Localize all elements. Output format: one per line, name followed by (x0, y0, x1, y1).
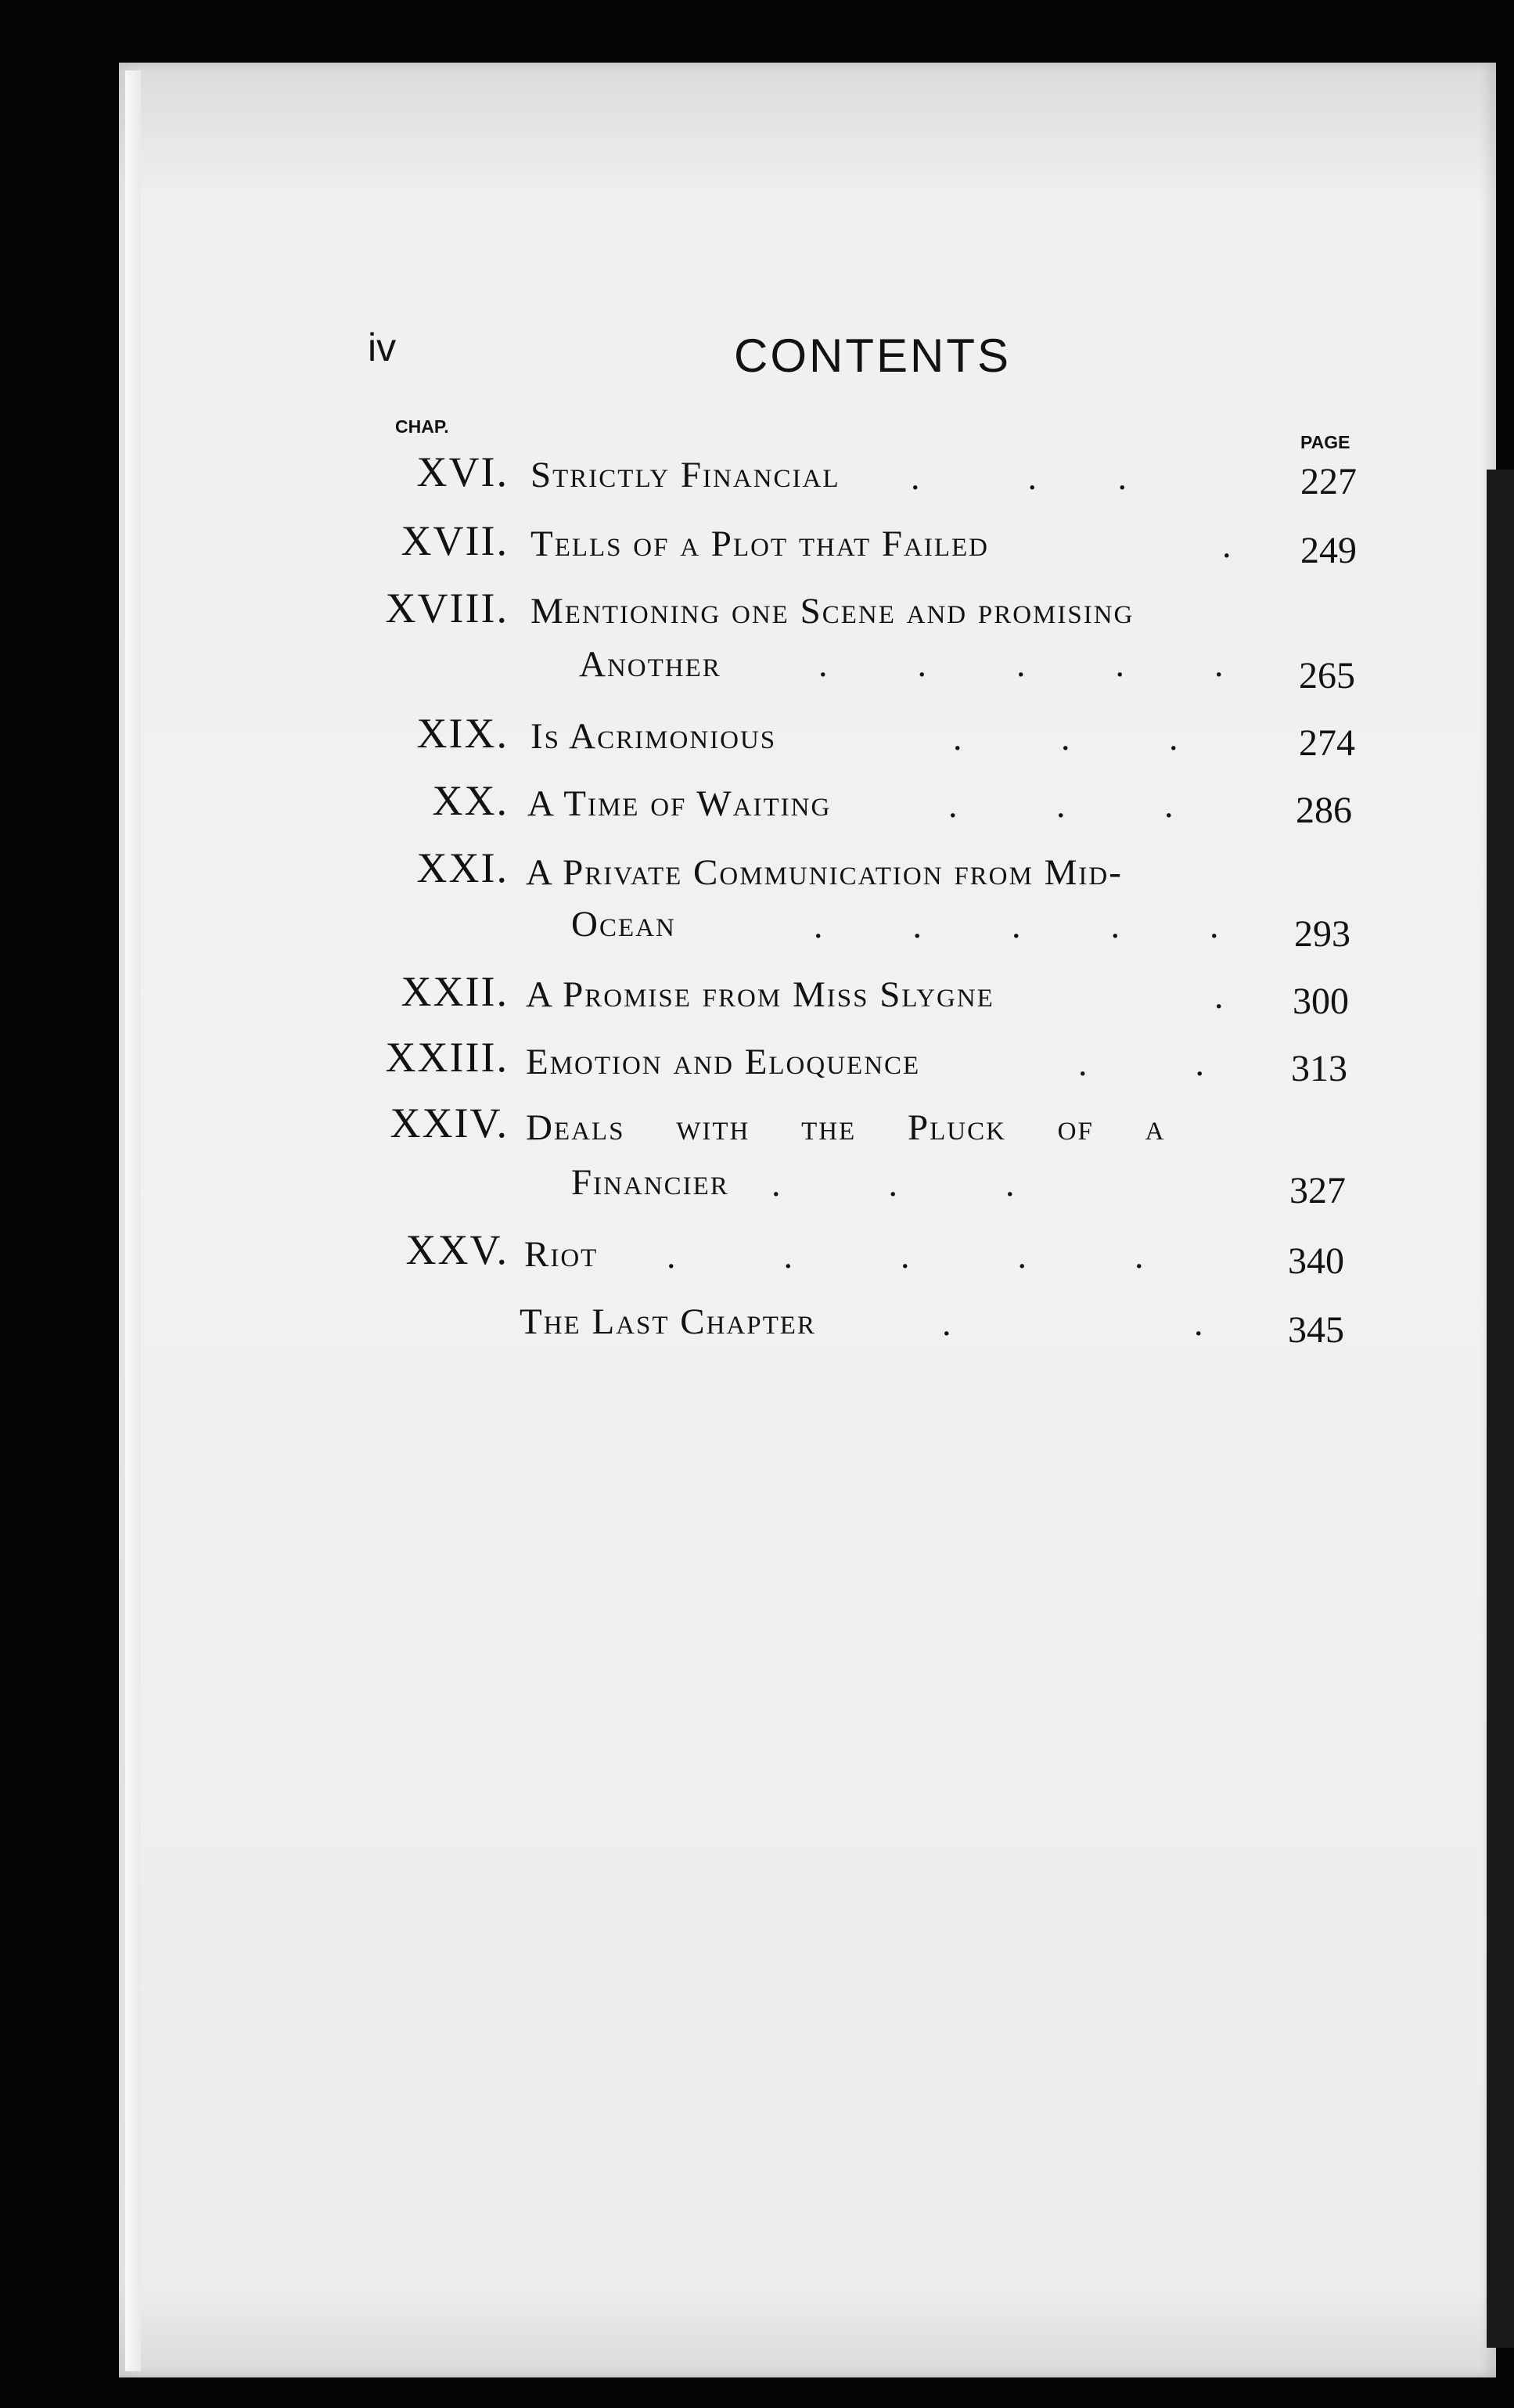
chapter-title-continued: Ocean (571, 904, 676, 945)
chapter-number: XVII. (401, 517, 509, 564)
leader-dots: . . . (911, 457, 1127, 497)
chapter-title: Mentioning one Scene and promising (530, 591, 1135, 632)
chapter-title-continued: Another (579, 644, 721, 685)
page-edge (125, 70, 141, 2371)
page-number: 300 (1293, 981, 1349, 1022)
page-number: 274 (1299, 722, 1355, 764)
chapter-number: XVIII. (385, 585, 509, 632)
chapter-title: Deals with the Pluck of a (526, 1107, 1166, 1148)
page-number: 313 (1291, 1048, 1347, 1089)
page-number: 286 (1296, 790, 1352, 831)
leader-dots: . (1222, 525, 1232, 565)
page-number: 340 (1288, 1240, 1344, 1282)
leader-dots: . . (942, 1303, 1203, 1343)
chap-column-label: CHAP. (395, 416, 449, 437)
page-number: 327 (1289, 1170, 1346, 1211)
page-number: 227 (1300, 461, 1357, 502)
page-folio: iv (368, 326, 397, 369)
leader-dots: . . (1078, 1043, 1204, 1083)
leader-dots: . . . . . (814, 905, 1219, 945)
leader-dots: . . . (953, 718, 1178, 758)
page-number: 293 (1294, 913, 1350, 955)
chapter-title: A Time of Waiting (527, 783, 832, 824)
chapter-title: Strictly Financial (530, 455, 840, 495)
chapter-number: XXI. (416, 844, 509, 891)
chapter-title-continued: Financier (571, 1162, 729, 1203)
chapter-number: XXIV. (390, 1100, 509, 1146)
page-number: 265 (1299, 655, 1355, 696)
chapter-title: A Private Communication from Mid- (526, 852, 1123, 893)
chapter-number: XXII. (401, 968, 509, 1015)
page-title: CONTENTS (734, 329, 1011, 382)
leader-dots: . . . . . (818, 644, 1224, 684)
leader-dots: . . . (948, 785, 1174, 825)
leader-dots: . . . . . (667, 1236, 1144, 1276)
page-column-label: PAGE (1300, 432, 1350, 452)
chapter-title: Riot (524, 1234, 599, 1275)
book-page (119, 63, 1496, 2377)
scan-border (1487, 470, 1514, 2348)
leader-dots: . (1214, 976, 1224, 1016)
chapter-number: XXIII. (385, 1034, 509, 1081)
chapter-number: XX. (432, 777, 509, 824)
chapter-number: XIX. (416, 710, 509, 757)
leader-dots: . . . (771, 1164, 1015, 1204)
chapter-title: Tells of a Plot that Failed (530, 524, 990, 564)
page-number: 249 (1300, 530, 1357, 571)
chapter-number: XXV. (405, 1226, 509, 1273)
chapter-title: A Promise from Miss Slygne (526, 974, 994, 1015)
chapter-title: Is Acrimonious (530, 716, 777, 757)
chapter-title: Emotion and Eloquence (526, 1042, 921, 1082)
page-number: 345 (1288, 1309, 1344, 1351)
chapter-title: The Last Chapter (520, 1301, 816, 1342)
chapter-number: XVI. (416, 448, 509, 495)
